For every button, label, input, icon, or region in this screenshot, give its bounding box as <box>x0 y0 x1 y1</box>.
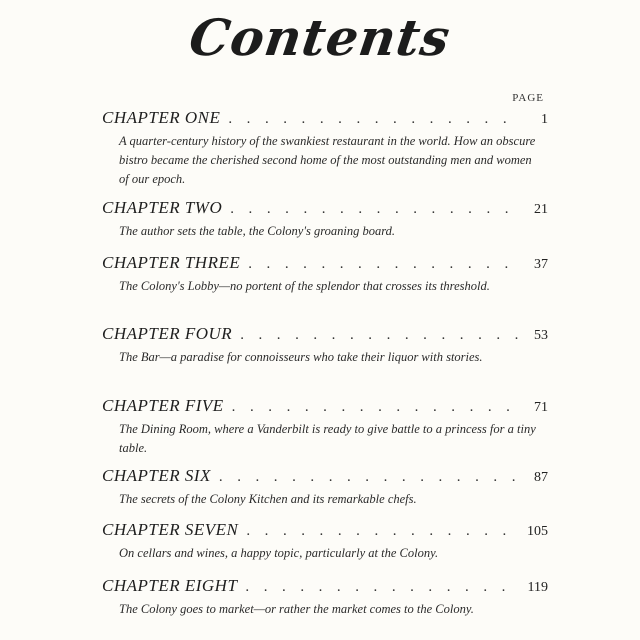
dot-leader <box>248 256 518 273</box>
chapter-entry <box>102 466 548 509</box>
chapter-page-number: 1 <box>541 112 548 127</box>
chapter-heading-row <box>102 324 548 348</box>
chapter-page-number: 71 <box>534 400 548 415</box>
chapter-description: The Colony's Lobby—no portent of the splendor that crosses its threshold. <box>119 279 490 293</box>
dot-leader <box>246 523 518 540</box>
chapter-page-number: 105 <box>527 524 548 539</box>
chapter-entry <box>102 108 548 189</box>
chapter-description: On cellars and wines, a happy topic, particularly at the Colony. <box>119 546 439 560</box>
chapter-description: The Colony goes to market—or rather the market comes to the Colony. <box>119 602 474 616</box>
chapter-heading-row <box>102 396 548 420</box>
dot-leader <box>219 469 518 486</box>
chapter-title: CHAPTER SEVEN <box>102 520 239 539</box>
dot-leader <box>230 201 518 218</box>
chapter-title: CHAPTER ONE <box>102 108 221 127</box>
chapter-title: CHAPTER FIVE <box>102 396 224 415</box>
chapter-entry <box>102 253 548 296</box>
chapter-page-number: 53 <box>534 328 548 343</box>
chapter-description: A quarter-century history of the swankiest restaurant in the world. How an obscure bistro became the cherished second home of the most outstanding men and women of our epoch. <box>119 134 536 186</box>
page-column-header: PAGE <box>512 92 544 104</box>
chapter-title: CHAPTER FOUR <box>102 324 233 343</box>
chapter-heading-row <box>102 253 548 277</box>
chapter-description: The author sets the table, the Colony's groaning board. <box>119 224 396 238</box>
dot-leader <box>228 111 518 128</box>
chapter-description: The Bar—a paradise for connoisseurs who take their liquor with stories. <box>119 350 483 364</box>
chapter-page-number: 87 <box>534 470 548 485</box>
chapter-heading-row <box>102 108 548 132</box>
chapter-page-number: 21 <box>534 202 548 217</box>
dot-leader <box>232 399 518 416</box>
chapter-heading-row <box>102 198 548 222</box>
dot-leader <box>240 327 518 344</box>
chapter-heading-row <box>102 520 548 544</box>
chapter-title: CHAPTER EIGHT <box>102 576 238 595</box>
chapter-title: CHAPTER SIX <box>102 466 211 485</box>
chapter-entry <box>102 576 548 619</box>
chapter-description: The Dining Room, where a Vanderbilt is ready to give battle to a princess for a tiny table. <box>119 422 536 455</box>
chapter-entry <box>102 324 548 367</box>
chapter-entry <box>102 396 548 458</box>
chapter-entry <box>102 520 548 563</box>
dot-leader <box>245 579 518 596</box>
chapter-page-number: 119 <box>527 580 548 595</box>
chapter-entry <box>102 198 548 241</box>
chapter-heading-row <box>102 576 548 600</box>
chapter-page-number: 37 <box>534 257 548 272</box>
chapter-heading-row <box>102 466 548 490</box>
chapter-description: The secrets of the Colony Kitchen and its remarkable chefs. <box>119 492 417 506</box>
chapter-title: CHAPTER TWO <box>102 198 223 217</box>
page-title: Contents <box>185 8 455 67</box>
chapter-title: CHAPTER THREE <box>102 253 241 272</box>
